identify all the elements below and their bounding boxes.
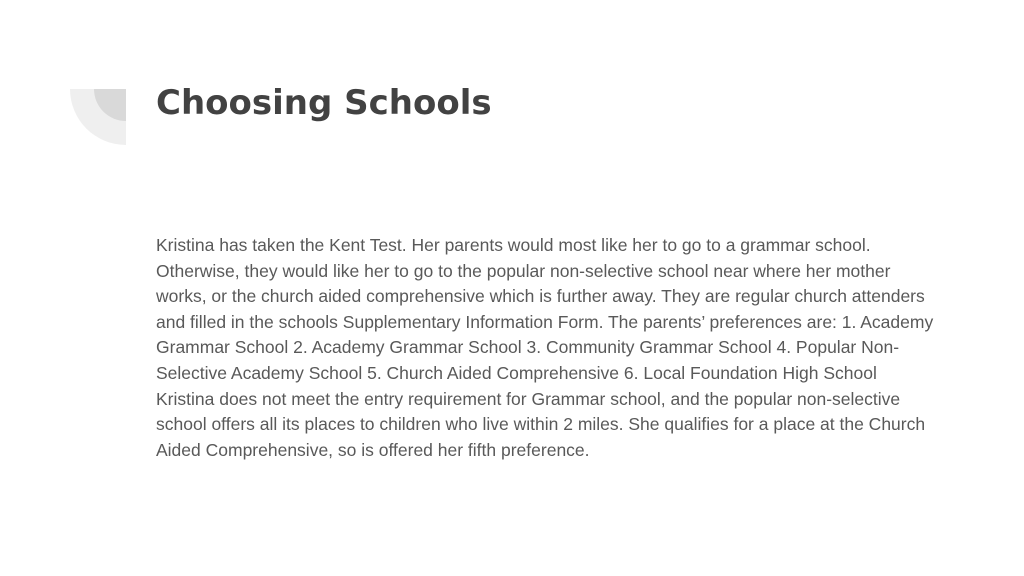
slide-body-text: Kristina has taken the Kent Test. Her parents would most like her to go to a grammar school. Otherwise, they would like her to go to the popular non-selective school near where her mother works, or the church aided comprehensive which is further away. They are regular church attenders and filled in the schools Supplementary Information Form. The parents’ preferences are: 1. Academy Grammar School 2. Academy Grammar School 3. Community Grammar School 4. Popular Non-Selective Academy School 5. Church Aided Comprehensive 6. Local Foundation High School Kristina does not meet the entry requirement for Grammar school, and the popular non-selective school offers all its places to children who live within 2 miles. She qualifies for a place at the Church Aided Comprehensive, so is offered her fifth preference. (156, 235, 934, 460)
quarter-circle-decoration (70, 89, 126, 145)
slide-title: Choosing Schools (156, 83, 492, 123)
